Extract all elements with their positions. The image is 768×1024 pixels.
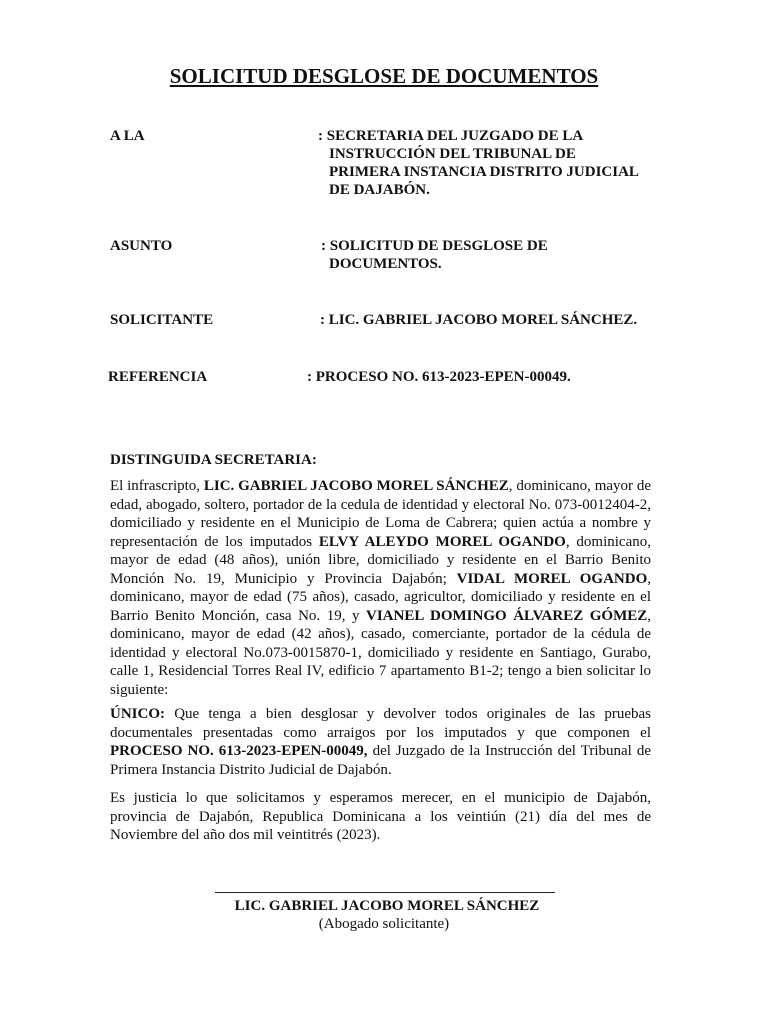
signature-name: LIC. GABRIEL JACOBO MOREL SÁNCHEZ	[234, 898, 540, 914]
header-label-referencia: REFERENCIA	[108, 369, 208, 385]
header-label-solicitante: SOLICITANTE	[110, 312, 214, 328]
name-defendant-3: VIANEL DOMINGO ÁLVAREZ GÓMEZ	[365, 607, 648, 624]
paragraph-text: , dominicano, mayor de edad (75 años), casado, agricultor, domiciliado y residente en el Barrio Benito Monción, casa No. 19, y	[110, 570, 651, 624]
header-label-asunto: ASUNTO	[110, 238, 173, 254]
name-defendant-2: VIDAL MOREL OGANDO	[456, 570, 648, 587]
process-number: PROCESO NO. 613-2023-EPEN-00049,	[110, 743, 368, 759]
header-value-asunto-line1: : SOLICITUD DE DESGLOSE DE	[321, 238, 548, 254]
paragraph-text: , dominicano, mayor de edad, abogado, soltero, portador de la cedula de identidad y electoral No. 073-0012404-2, domiciliado y residente en el Municipio de Loma de Cabrera; quien actúa a nombre y representación de los imputados	[110, 478, 651, 550]
paragraph-text: , dominicano, mayor de edad (48 años), unión libre, domiciliado y residente en el Barrio Benito Monción No. 19, Municipio y Provincia Dajabón;	[110, 533, 651, 587]
header-value-asunto-line2: DOCUMENTOS.	[329, 256, 442, 272]
paragraph-request	[110, 705, 651, 779]
signature-line	[215, 892, 555, 893]
header-label-a-la: A LA	[110, 128, 145, 144]
paragraph-text: Que tenga a bien desglosar y devolver todos originales de las pruebas documentales presentadas como arraigos por los imputados y que componen el	[110, 706, 651, 741]
paragraph-text: El infrascripto,	[110, 478, 204, 494]
name-lawyer: LIC. GABRIEL JACOBO MOREL SÁNCHEZ	[203, 478, 509, 494]
request-heading: ÚNICO:	[110, 706, 165, 722]
signature-role: (Abogado solicitante)	[318, 916, 450, 932]
header-value-solicitante: : LIC. GABRIEL JACOBO MOREL SÁNCHEZ.	[320, 312, 638, 328]
salutation: DISTINGUIDA SECRETARIA:	[110, 452, 317, 468]
header-value-a-la-line3: PRIMERA INSTANCIA DISTRITO JUDICIAL	[329, 164, 639, 180]
header-value-a-la-line2: INSTRUCCIÓN DEL TRIBUNAL DE	[329, 146, 576, 162]
paragraph-introduction	[110, 477, 651, 699]
paragraph-text: del Juzgado de la Instrucción del Tribunal de Primera Instancia Distrito Judicial de Dajabón.	[110, 743, 651, 778]
name-defendant-1: ELVY ALEYDO MOREL OGANDO	[318, 533, 566, 550]
paragraph-closing: Es justicia lo que solicitamos y esperamos merecer, en el municipio de Dajabón, provincia de Dajabón, Republica Dominicana a los veintiún (21) día del mes de Noviembre del año dos mil veintitrés (2023).	[110, 790, 651, 843]
header-value-a-la-line1: : SECRETARIA DEL JUZGADO DE LA	[318, 128, 584, 144]
header-value-a-la-line4: DE DAJABÓN.	[329, 182, 430, 198]
document-title: SOLICITUD DESGLOSE DE DOCUMENTOS	[169, 64, 599, 88]
paragraph-text: , dominicano, mayor de edad (42 años), casado, comerciante, portador de la cédula de identidad y electoral No.073-0015870-1, domiciliado y residente en Santiago, Gurabo, calle 1, Residencial Torres Real IV, edificio 7 apartamento B1-2; tengo a bien solicitar lo siguiente:	[110, 607, 651, 698]
header-value-referencia: : PROCESO NO. 613-2023-EPEN-00049.	[307, 369, 571, 385]
